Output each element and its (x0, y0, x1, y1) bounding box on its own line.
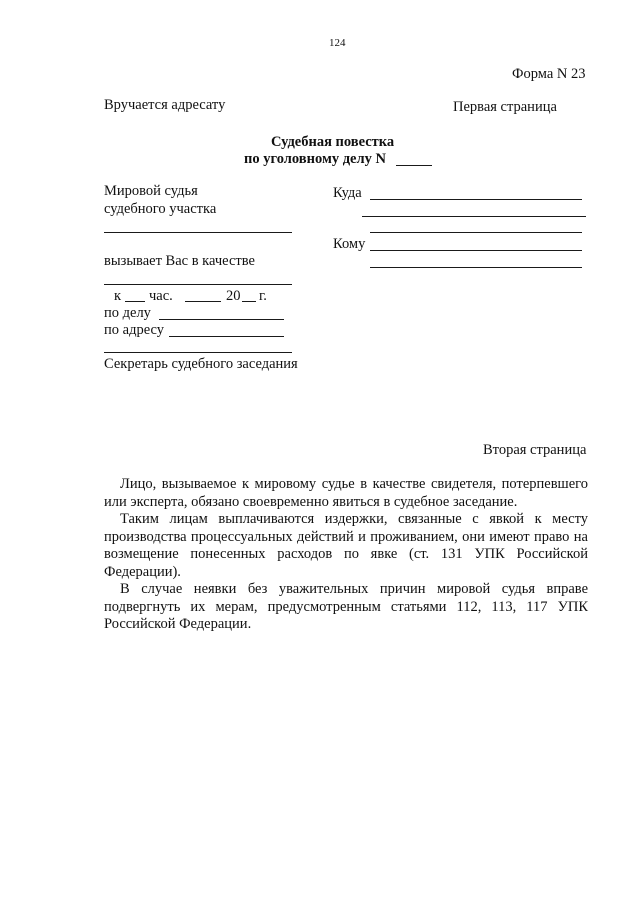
case-label: по делу (104, 305, 151, 321)
komu-field-2[interactable] (370, 267, 582, 268)
case-number-field[interactable] (396, 165, 432, 166)
notice-text (104, 476, 588, 634)
document-subtitle: по уголовному делу N (244, 151, 386, 167)
secretary-label: Секретарь судебного заседания (104, 356, 298, 372)
form-label: Форма N 23 (512, 66, 586, 82)
kuda-field-2[interactable] (362, 216, 586, 217)
first-page-label: Первая страница (453, 99, 557, 115)
year-suffix: г. (259, 288, 267, 304)
capacity-field[interactable] (104, 284, 292, 285)
address-field[interactable] (169, 336, 284, 337)
second-page-label: Вторая страница (483, 442, 587, 458)
kuda-field-1[interactable] (370, 199, 582, 200)
case-field[interactable] (159, 319, 284, 320)
notice-paragraph-3: В случае неявки без уважительных причин мировой судья вправе подвергнуть их мерам, предусмотренным статьями 112, 113, 117 УПК Российской Федерации. (104, 581, 588, 632)
date-field[interactable] (185, 301, 221, 302)
year-field[interactable] (242, 301, 256, 302)
hour-field[interactable] (125, 301, 145, 302)
delivered-to-label: Вручается адресату (104, 97, 226, 113)
page-number: 124 (329, 37, 346, 49)
kuda-field-3[interactable] (370, 232, 582, 233)
court-district-field[interactable] (104, 232, 292, 233)
document-title: Судебная повестка (271, 134, 395, 150)
komu-field-1[interactable] (370, 250, 582, 251)
notice-paragraph-1: Лицо, вызываемое к мировому судье в качестве свидетеля, потерпевшего или эксперта, обязано своевременно явиться в судебное заседание. (104, 476, 588, 510)
komu-label: Кому (333, 236, 366, 252)
time-k-label: к (114, 288, 122, 304)
kuda-label: Куда (333, 185, 362, 201)
address-label: по адресу (104, 322, 164, 338)
secretary-signature-field[interactable] (104, 352, 292, 353)
time-hours-label: час. (149, 288, 173, 304)
year-prefix: 20 (226, 288, 241, 304)
summons-text: вызывает Вас в качестве (104, 253, 255, 269)
judge-label: Мировой судья (104, 183, 198, 199)
notice-paragraph-2: Таким лицам выплачиваются издержки, связанные с явкой к месту производства процессуальных действий и проживанием, они имеют право на возмещение понесенных расходов по явке (ст. 131 УПК Российской Федерации). (104, 511, 588, 580)
court-district-label: судебного участка (104, 201, 217, 217)
